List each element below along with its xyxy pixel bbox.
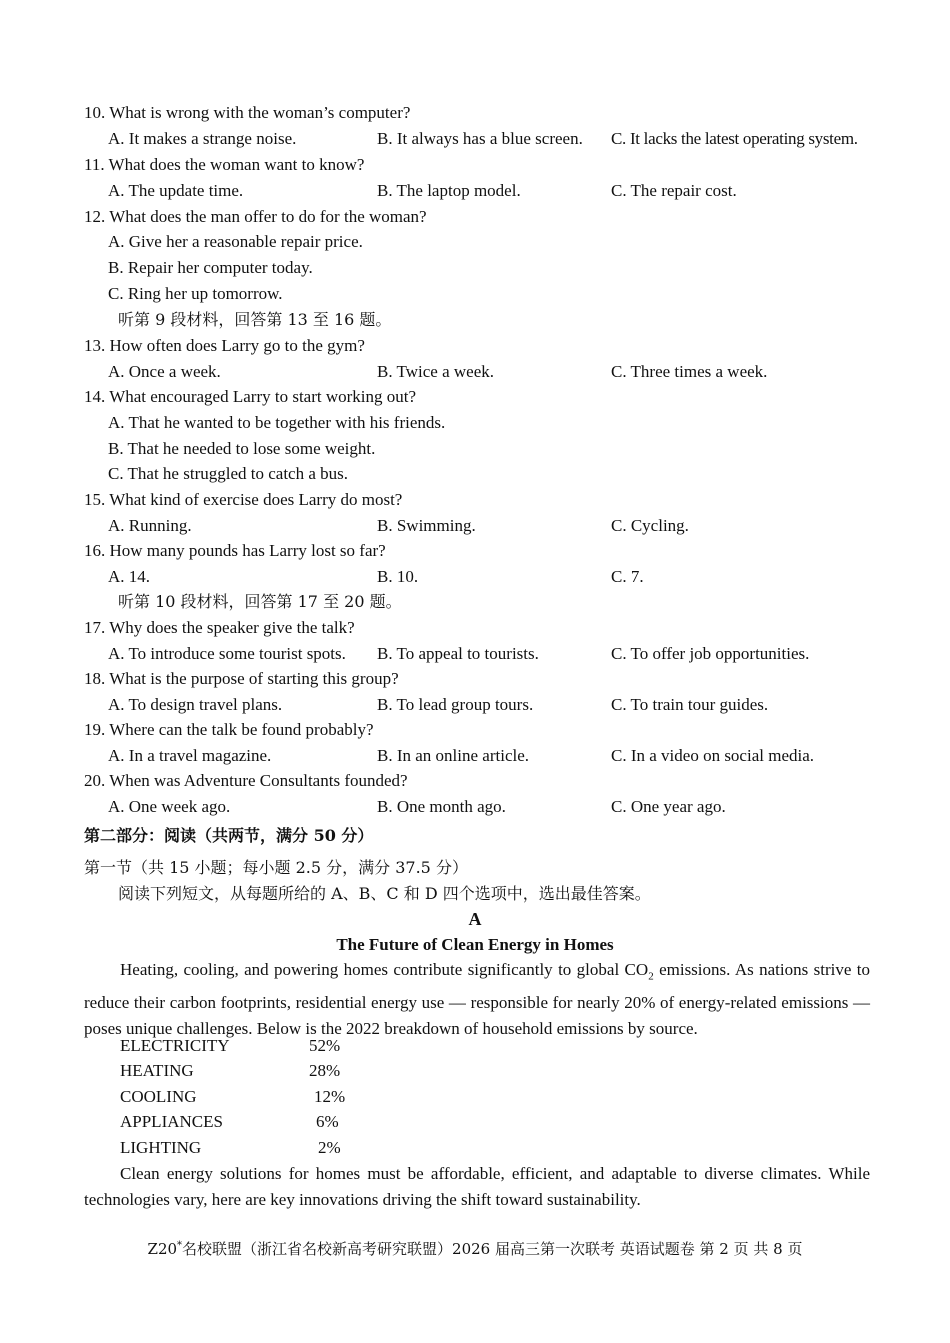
footer-org-mark: *	[177, 1240, 183, 1251]
question-12-option-c: C. Ring her up tomorrow.	[108, 284, 283, 303]
question-12-option-b: B. Repair her computer today.	[108, 258, 313, 277]
question-20-option-b: B. One month ago.	[377, 797, 506, 816]
breakdown-source-appliances: APPLIANCES	[120, 1112, 223, 1131]
question-19-option-a: A. In a travel magazine.	[108, 746, 272, 765]
breakdown-share-cooling: 12%	[314, 1087, 346, 1106]
question-11-option-a: A. The update time.	[108, 181, 244, 200]
question-16-option-c: C. 7.	[611, 567, 644, 586]
question-14-option-a: A. That he wanted to be together with his friends.	[108, 413, 446, 432]
breakdown-share-lighting: 2%	[318, 1138, 341, 1157]
question-10-option-a: A. It makes a strange noise.	[108, 129, 297, 148]
paragraph-1-text-end: emissions. As nations strive to reduce their carbon footprints, residential energy use — responsible for nearly 20% of energy-related emissions — poses unique challenges. Below is the 2022 breakdown of household emissions by source.	[84, 960, 870, 1038]
page-footer	[0, 1238, 950, 1259]
question-18-option-b: B. To lead group tours.	[377, 695, 534, 714]
breakdown-source-electricity: ELECTRICITY	[120, 1036, 230, 1055]
question-13-option-c: C. Three times a week.	[611, 362, 768, 381]
question-14-option-c: C. That he struggled to catch a bus.	[108, 464, 348, 483]
breakdown-source-heating: HEATING	[120, 1061, 194, 1080]
question-10-option-c: C. It lacks the latest operating system.	[611, 129, 858, 148]
question-13-option-a: A. Once a week.	[108, 362, 221, 381]
question-13-stem: 13. How often does Larry go to the gym?	[84, 336, 365, 355]
passage-paragraph-1	[84, 957, 870, 1042]
question-14-option-b: B. That he needed to lose some weight.	[108, 439, 376, 458]
question-15-option-a: A. Running.	[108, 516, 192, 535]
question-11-stem: 11. What does the woman want to know?	[84, 155, 365, 174]
question-11-option-b: B. The laptop model.	[377, 181, 521, 200]
question-20-stem: 20. When was Adventure Consultants founded?	[84, 771, 408, 790]
breakdown-share-heating: 28%	[309, 1061, 341, 1080]
co2-subscript: 2	[648, 970, 654, 983]
question-17-option-c: C. To offer job opportunities.	[611, 644, 810, 663]
passage-letter: A	[468, 909, 482, 929]
passage-paragraph-2	[84, 1161, 870, 1212]
question-13-option-b: B. Twice a week.	[377, 362, 494, 381]
paragraph-2-text: Clean energy solutions for homes must be affordable, efficient, and adaptable to diverse climates. While technologies vary, here are key innovations driving the shift toward sustainability.	[84, 1164, 870, 1209]
question-12-stem: 12. What does the man offer to do for the woman?	[84, 207, 427, 226]
question-20-option-c: C. One year ago.	[611, 797, 726, 816]
section-9-instruction: 听第 9 段材料，回答第 13 至 16 题。	[118, 310, 392, 329]
question-18-option-a: A. To design travel plans.	[108, 695, 283, 714]
question-10-option-b: B. It always has a blue screen.	[377, 129, 583, 148]
part-2-heading: 第二部分：阅读（共两节，满分 50 分）	[84, 826, 374, 845]
paragraph-1-text-start: Heating, cooling, and powering homes contribute significantly to global CO	[120, 960, 649, 979]
section-10-instruction: 听第 10 段材料，回答第 17 至 20 题。	[118, 592, 402, 611]
breakdown-source-cooling: COOLING	[120, 1087, 197, 1106]
footer-text: 名校联盟（浙江省名校新高考研究联盟）2026 届高三第一次联考 英语试题卷 第 2 页 共 8 页	[182, 1240, 803, 1258]
section-1-heading: 第一节（共 15 小题；每小题 2.5 分，满分 37.5 分）	[84, 858, 468, 877]
question-16-stem: 16. How many pounds has Larry lost so far?	[84, 541, 386, 560]
question-17-option-a: A. To introduce some tourist spots.	[108, 644, 346, 663]
passage-title: The Future of Clean Energy in Homes	[336, 935, 614, 954]
question-18-stem: 18. What is the purpose of starting this group?	[84, 669, 399, 688]
question-14-stem: 14. What encouraged Larry to start working out?	[84, 387, 417, 406]
question-15-option-c: C. Cycling.	[611, 516, 689, 535]
question-19-option-b: B. In an online article.	[377, 746, 530, 765]
question-11-option-c: C. The repair cost.	[611, 181, 737, 200]
question-10-stem: 10. What is wrong with the woman’s computer?	[84, 103, 411, 122]
question-15-option-b: B. Swimming.	[377, 516, 476, 535]
question-18-option-c: C. To train tour guides.	[611, 695, 769, 714]
question-16-option-b: B. 10.	[377, 567, 419, 586]
breakdown-share-appliances: 6%	[316, 1112, 339, 1131]
question-19-stem: 19. Where can the talk be found probably?	[84, 720, 374, 739]
breakdown-source-lighting: LIGHTING	[120, 1138, 202, 1157]
breakdown-share-electricity: 52%	[309, 1036, 341, 1055]
question-12-option-a: A. Give her a reasonable repair price.	[108, 232, 363, 251]
question-17-option-b: B. To appeal to tourists.	[377, 644, 539, 663]
question-15-stem: 15. What kind of exercise does Larry do most?	[84, 490, 403, 509]
reading-instruction: 阅读下列短文，从每题所给的 A、B、C 和 D 四个选项中，选出最佳答案。	[118, 884, 651, 903]
question-19-option-c: C. In a video on social media.	[611, 746, 815, 765]
question-20-option-a: A. One week ago.	[108, 797, 231, 816]
question-17-stem: 17. Why does the speaker give the talk?	[84, 618, 355, 637]
footer-org-prefix: Z20	[147, 1240, 178, 1258]
question-16-option-a: A. 14.	[108, 567, 151, 586]
